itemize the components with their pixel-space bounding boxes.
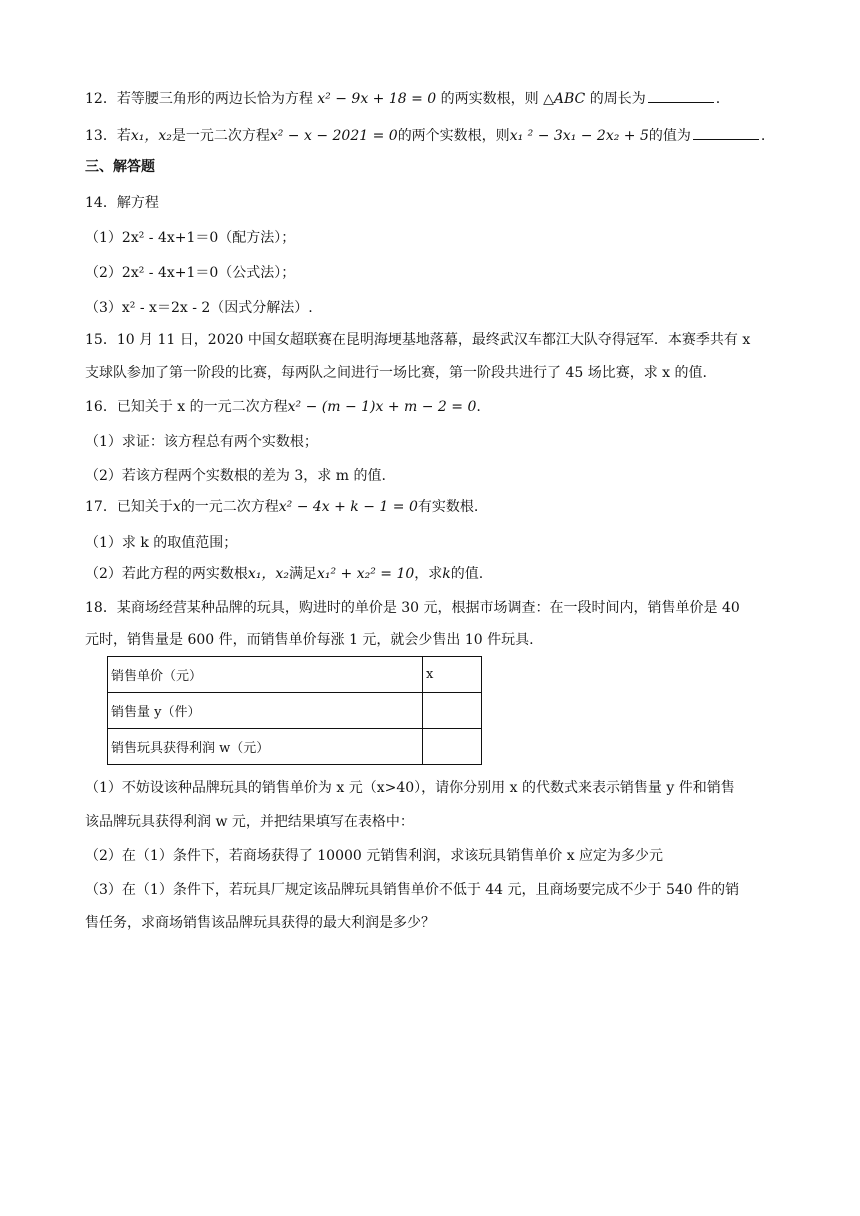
- question-18-part-3-line-1: （3）在（1）条件下，若玩具厂规定该品牌玩具销售单价不低于 44 元，且商场要完成不少于 540 件的销: [85, 882, 740, 898]
- question-18-part-2: （2）在（1）条件下，若商场获得了 10000 元销售利润，求该玩具销售单价 x 应定为多少元: [85, 848, 664, 864]
- question-text: 的两个实数根，则: [397, 128, 510, 144]
- roots-symbol: x₁，x₂: [247, 566, 289, 582]
- table-row: [108, 693, 482, 729]
- question-text: ，求: [414, 566, 443, 582]
- variable: x: [172, 499, 181, 515]
- section-heading: 三、解答题: [85, 159, 155, 175]
- equation: x² − (m − 1)x + m − 2 = 0: [287, 399, 477, 415]
- question-number: 13．: [85, 128, 117, 144]
- table-cell: 销售单价（元）: [108, 657, 423, 693]
- question-text: 满足: [288, 566, 317, 582]
- question-text: 16．已知关于 x 的一元二次方程: [85, 399, 288, 415]
- table-cell: 销售玩具获得利润 w（元）: [108, 729, 423, 765]
- question-text: 的两实数根，则: [440, 91, 539, 107]
- question-text: 的值为: [648, 128, 691, 144]
- table-cell-empty: [423, 693, 482, 729]
- question-17: [85, 497, 478, 517]
- question-16-part-2: （2）若该方程两个实数根的差为 3，求 m 的值.: [85, 468, 386, 484]
- question-13: [85, 125, 765, 146]
- question-text: 是一元二次方程: [171, 128, 270, 144]
- question-17-part-1: （1）求 k 的取值范围；: [85, 535, 238, 551]
- question-15-line-1: 15．10 月 11 日，2020 中国女超联赛在昆明海埂基地落幕，最终武汉车都江大队夺得冠军．本赛季共有 x: [85, 332, 751, 348]
- question-text: 若: [116, 128, 131, 144]
- table-row: [108, 657, 482, 693]
- question-18-part-1-line-2: 该品牌玩具获得利润 w 元，并把结果填写在表格中：: [85, 814, 414, 830]
- equation: x² − 9x + 18 = 0: [317, 91, 437, 107]
- answer-blank: [693, 125, 759, 140]
- equation: x² − 4x + k − 1 = 0: [278, 499, 418, 515]
- table-row: [108, 729, 482, 765]
- question-text: 有实数根.: [417, 499, 479, 515]
- question-14-title: 14．解方程: [85, 195, 159, 211]
- question-text: 若等腰三角形的两边长恰为方程: [116, 91, 313, 107]
- question-12: [85, 88, 720, 109]
- question-18-part-3-line-2: 售任务，求商场销售该品牌玩具获得的最大利润是多少？: [85, 915, 435, 931]
- question-16-part-1: （1）求证：该方程总有两个实数根；: [85, 434, 318, 450]
- question-text: 的周长为: [589, 91, 646, 107]
- question-number: 12．: [85, 91, 117, 107]
- answer-blank: [648, 88, 714, 103]
- equation: x₁² + x₂² = 10: [316, 566, 415, 582]
- question-14-part-3: （3）x² - x＝2x - 2（因式分解法）.: [85, 300, 313, 316]
- question-text: 的值.: [450, 566, 484, 582]
- question-text: （2）若此方程的两实数根: [85, 566, 248, 582]
- question-text: 17．已知关于: [85, 499, 173, 515]
- period: .: [476, 399, 481, 415]
- question-16: [85, 397, 481, 417]
- table-cell-empty: [423, 729, 482, 765]
- roots-symbol: x₁，x₂: [130, 128, 172, 144]
- question-14-part-2: （2）2x² - 4x+1＝0（公式法）；: [85, 265, 296, 281]
- table-cell: x: [423, 657, 482, 693]
- variable: k: [442, 566, 451, 582]
- expression: x₁ ² − 3x₁ − 2x₂ + 5: [509, 128, 649, 144]
- question-18-line-1: 18．某商场经营某种品牌的玩具，购进时的单价是 30 元，根据市场调查：在一段时间内，销售单价是 40: [85, 600, 740, 616]
- period: .: [715, 91, 721, 107]
- question-text: 的一元二次方程: [180, 499, 279, 515]
- question-18-part-1-line-1: （1）不妨设该种品牌玩具的销售单价为 x 元（x>40），请你分别用 x 的代数式来表示销售量 y 件和销售: [85, 780, 735, 796]
- equation: x² − x − 2021 = 0: [269, 128, 398, 144]
- question-15-line-2: 支球队参加了第一阶段的比赛，每两队之间进行一场比赛，第一阶段共进行了 45 场比赛，求 x 的值.: [85, 365, 707, 381]
- table-cell: 销售量 y（件）: [108, 693, 423, 729]
- question-18-line-2: 元时，销售量是 600 件，而销售单价每涨 1 元，就会少售出 10 件玩具.: [85, 632, 534, 648]
- triangle-symbol: △ABC: [543, 91, 586, 107]
- question-14-part-1: （1）2x² - 4x+1＝0（配方法）；: [85, 230, 296, 246]
- question-17-part-2: [85, 564, 483, 584]
- sales-table: [107, 656, 482, 765]
- period: .: [760, 128, 766, 144]
